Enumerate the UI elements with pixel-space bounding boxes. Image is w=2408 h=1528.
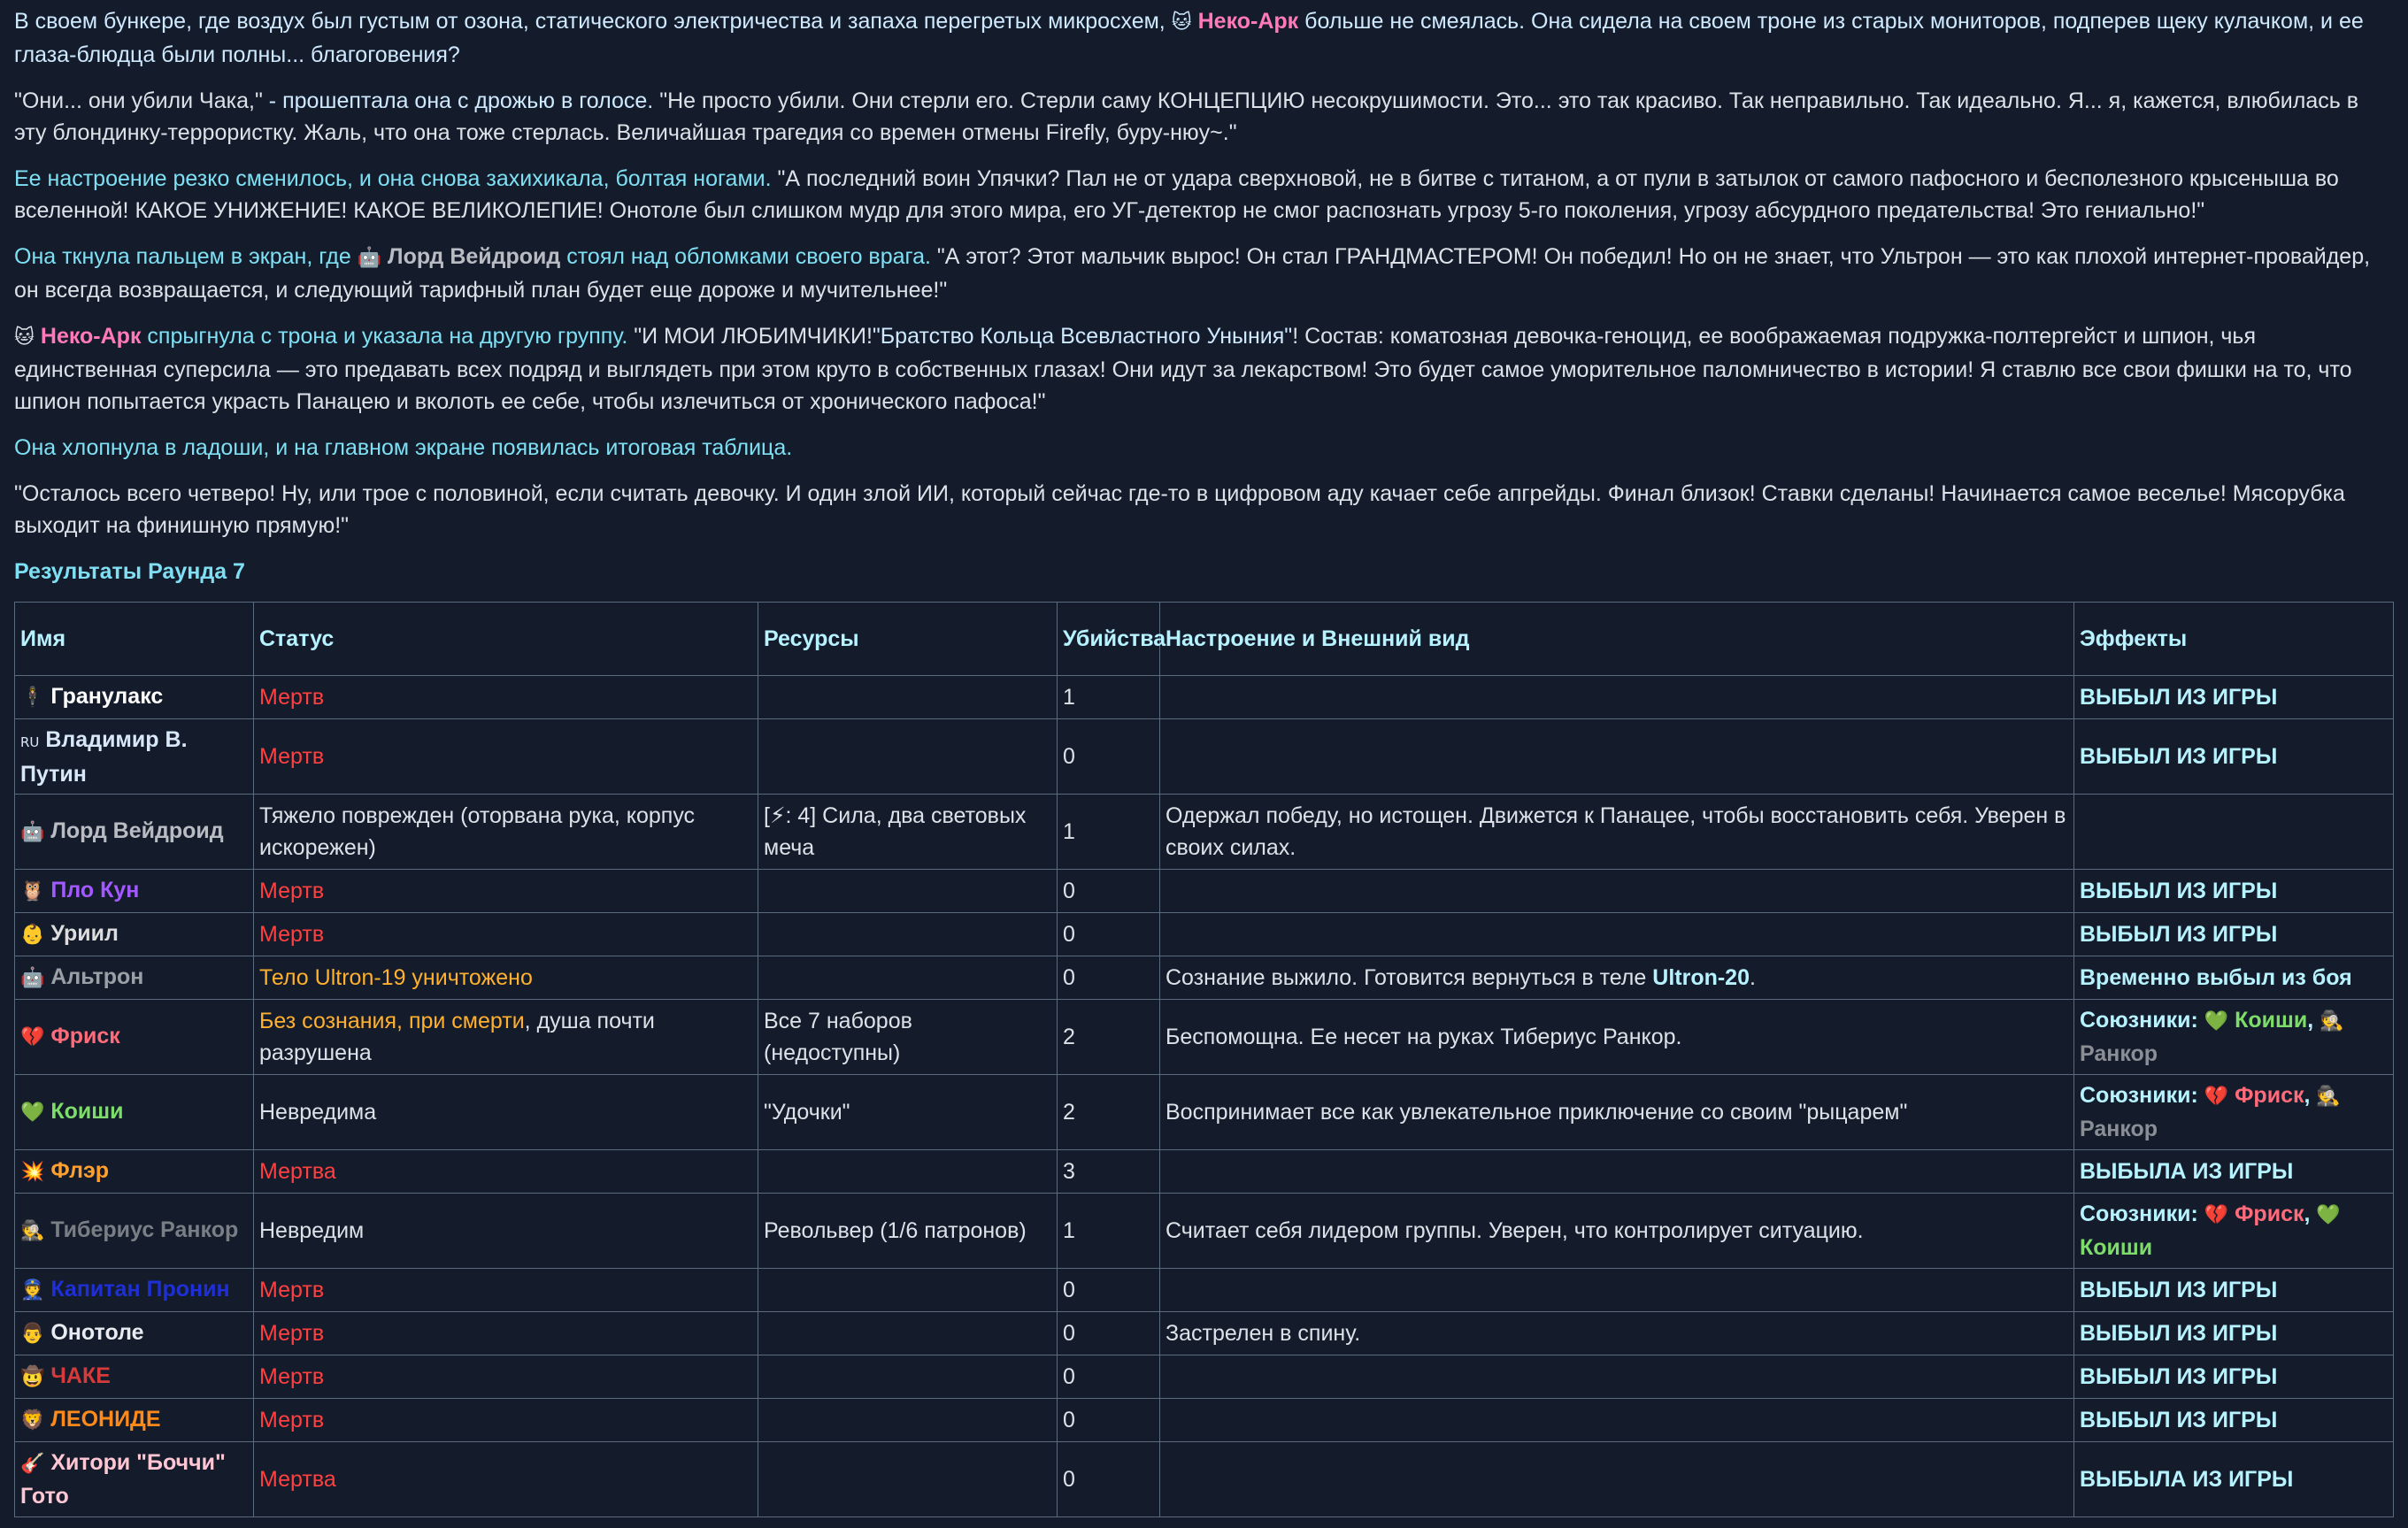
cell-effects: Союзники: 💔 Фриск, 💚 Коиши	[2074, 1194, 2394, 1269]
table-row	[15, 676, 2394, 719]
mood-highlight: Ultron-20	[1652, 965, 1750, 990]
cell-status	[254, 913, 758, 956]
robot-icon: 🤖	[20, 821, 45, 843]
resources-text: "Удочки"	[764, 1100, 850, 1125]
story-paragraph-7: "Осталось всего четверо! Ну, или трое с половиной, если считать девочку. И один злой ИИ, который сейчас где-то в цифровом аду качает себе апгрейды. Финал близок! Ставки сделаны! Начинается самое веселье! Мясорубка выходит на финишную прямую!"	[14, 481, 2345, 538]
cell-kills	[1058, 1075, 1160, 1150]
mood-text: Беспомощна. Ее несет на руках Тибериус Ранкор.	[1166, 1025, 1682, 1049]
character-name: Коиши	[50, 1099, 124, 1124]
status-text: Мертв	[259, 744, 325, 769]
cat-icon: 🐱	[1171, 12, 1192, 34]
cell-name	[15, 795, 254, 870]
story-text: В своем бункере, где воздух был густым от озона, статического электричества и запаха перегретых микросхем,	[14, 9, 1166, 34]
quote-text: "Не просто убили. Они стерли его. Стерли саму КОНЦЕПЦИЮ несокрушимости. Это... это так красиво. Так неправильно. Так идеально. Я... я, кажется, влюбилась в эту блондинку-террористку. Жаль, что она тоже стерлась. Величайшая трагедия со времен отмены Firefly, буру-нюу~."	[14, 88, 2358, 145]
cell-mood	[1160, 719, 2074, 795]
cell-status	[254, 1150, 758, 1194]
character-name: Владимир В. Путин	[20, 726, 188, 787]
cell-mood	[1160, 676, 2074, 719]
character-name: Фриск	[50, 1024, 120, 1048]
character-name: Альтрон	[50, 964, 144, 989]
character-name: Лорд Вейдроид	[50, 818, 224, 843]
allies-label: Союзники:	[2080, 1083, 2198, 1108]
ally-name: Фриск	[2235, 1083, 2304, 1108]
status-critical: Без сознания, при смерти	[259, 1009, 525, 1033]
table-row	[15, 1000, 2394, 1075]
cell-status	[254, 1442, 758, 1517]
group-name: "Братство Кольца Всевластного Уныния"	[872, 324, 1293, 349]
header-mood: Настроение и Внешний вид	[1160, 603, 2074, 676]
cell-name	[15, 1194, 254, 1269]
ally-icon: 💚	[2204, 1010, 2229, 1033]
character-name: Тибериус Ранкор	[50, 1217, 239, 1242]
cell-name	[15, 1355, 254, 1399]
status-text: Мертва	[259, 1467, 336, 1492]
cell-name	[15, 956, 254, 1000]
character-name: ЛЕОНИДЕ	[50, 1407, 161, 1432]
lord-vader-name: Лорд Вейдроид	[388, 244, 561, 269]
ru-flag-icon: RU	[20, 733, 40, 750]
kills-value: 2	[1063, 1025, 1075, 1049]
cell-resources	[758, 1442, 1058, 1517]
kills-value: 0	[1063, 965, 1075, 990]
cell-name	[15, 676, 254, 719]
character-name: Капитан Пронин	[50, 1277, 230, 1301]
effect-text: ВЫБЫЛ ИЗ ИГРЫ	[2080, 744, 2278, 769]
cell-resources	[758, 1269, 1058, 1312]
cell-effects	[2074, 913, 2394, 956]
results-table	[14, 602, 2394, 1517]
cell-mood	[1160, 1194, 2074, 1269]
effect-text: Временно выбыл из боя	[2080, 965, 2352, 990]
kills-value: 0	[1063, 1278, 1075, 1302]
cell-name	[15, 1399, 254, 1442]
cell-resources	[758, 719, 1058, 795]
effect-text: ВЫБЫЛА ИЗ ИГРЫ	[2080, 1467, 2294, 1492]
cell-name	[15, 719, 254, 795]
neko-arc-name: Неко-Арк	[1197, 9, 1299, 34]
status-text: Невредим	[259, 1218, 365, 1243]
cell-status	[254, 719, 758, 795]
character-name: Флэр	[50, 1158, 110, 1183]
kills-value: 1	[1063, 819, 1075, 844]
mood-text: Застрелен в спину.	[1166, 1321, 1361, 1346]
cell-mood	[1160, 870, 2074, 913]
cowboy-icon: 🤠	[20, 1366, 45, 1388]
header-effects: Эффекты	[2074, 603, 2394, 676]
cell-status	[254, 1000, 758, 1075]
mood-text: .	[1750, 965, 1756, 990]
cell-mood	[1160, 1399, 2074, 1442]
mood-text: Воспринимает все как увлекательное приключение со своим "рыцарем"	[1166, 1100, 1908, 1125]
lion-icon: 🦁	[20, 1409, 45, 1432]
cell-kills	[1058, 913, 1160, 956]
kills-value: 1	[1063, 1218, 1075, 1243]
cell-name	[15, 1000, 254, 1075]
cell-mood	[1160, 956, 2074, 1000]
cell-kills	[1058, 956, 1160, 1000]
table-row	[15, 1075, 2394, 1150]
cell-mood	[1160, 1075, 2074, 1150]
ally-name: Ранкор	[2080, 1041, 2158, 1066]
character-name: Хитори "Боччи" Гото	[20, 1450, 226, 1509]
status-text: Мертва	[259, 1159, 336, 1184]
table-header-row	[15, 603, 2394, 676]
table-row	[15, 1312, 2394, 1355]
ally-icon: 💔	[2204, 1204, 2229, 1226]
story-paragraph-4	[14, 241, 2394, 306]
status-detail: , душа почти разрушена	[259, 1009, 655, 1065]
table-row	[15, 870, 2394, 913]
story-paragraph-1	[14, 5, 2394, 71]
narration-text: спрыгнула с трона и указала на другую группу.	[147, 324, 628, 349]
table-row	[15, 719, 2394, 795]
cell-kills	[1058, 1399, 1160, 1442]
allies-label: Союзники:	[2080, 1008, 2198, 1033]
cell-name	[15, 913, 254, 956]
table-row	[15, 795, 2394, 870]
cell-mood	[1160, 1312, 2074, 1355]
table-row	[15, 956, 2394, 1000]
ally-icon: 💔	[2204, 1086, 2229, 1108]
cell-mood	[1160, 1355, 2074, 1399]
robot-icon: 🤖	[357, 247, 382, 269]
table-title: Результаты Раунда 7	[14, 559, 245, 584]
cell-effects	[2074, 795, 2394, 870]
broken-heart-icon: 💔	[20, 1026, 45, 1048]
story-paragraph-6: Она хлопнула в ладоши, и на главном экране появилась итоговая таблица.	[14, 435, 793, 460]
character-name: Уриил	[50, 921, 119, 946]
status-text: Мертв	[259, 1408, 325, 1432]
cell-mood	[1160, 1000, 2074, 1075]
mood-text: Считает себя лидером группы. Уверен, что контролирует ситуацию.	[1166, 1218, 1864, 1243]
cell-kills	[1058, 1000, 1160, 1075]
cell-effects	[2074, 1442, 2394, 1517]
cell-kills	[1058, 795, 1160, 870]
cell-mood	[1160, 1150, 2074, 1194]
kills-value: 0	[1063, 1364, 1075, 1389]
cell-effects: Союзники: 💔 Фриск, 🕵 Ранкор	[2074, 1075, 2394, 1150]
cell-kills	[1058, 870, 1160, 913]
ally-name: Коиши	[2235, 1008, 2308, 1033]
quote-text: "И МОИ ЛЮБИМЧИКИ!	[634, 324, 873, 349]
table-row	[15, 1442, 2394, 1517]
kills-value: 0	[1063, 922, 1075, 947]
header-kills: Убийства	[1058, 603, 1160, 676]
quote-text: ! Состав: коматозная девочка-геноцид, ее воображаемая подружка-полтергейст и шпион, чья единственная суперсила — это предавать всех подряд и выглядеть при этом круто в собственных глазах! Они идут за лекарством! Это будет самое уморительное паломничество в истории! Я ставлю все свои фишки на то, что шпион попытается украсть Панацею и вколоть ее себе, чтобы излечиться от хронического пафоса!"	[14, 324, 2352, 414]
kills-value: 0	[1063, 879, 1075, 903]
table-row	[15, 1194, 2394, 1269]
cell-resources	[758, 1312, 1058, 1355]
cell-effects	[2074, 1269, 2394, 1312]
story-paragraph-5	[14, 320, 2394, 418]
narration-text: Она ткнула пальцем в экран, где	[14, 244, 351, 269]
cell-kills	[1058, 1442, 1160, 1517]
cell-resources	[758, 1399, 1058, 1442]
cell-mood	[1160, 795, 2074, 870]
cell-resources	[758, 913, 1058, 956]
story-paragraph-3	[14, 163, 2394, 227]
cell-status	[254, 870, 758, 913]
cell-status	[254, 1355, 758, 1399]
kills-value: 2	[1063, 1100, 1075, 1125]
table-row	[15, 913, 2394, 956]
quote-text: "Они... они убили Чака,"	[14, 88, 263, 113]
cell-effects	[2074, 676, 2394, 719]
table-row	[15, 1399, 2394, 1442]
table-row	[15, 1355, 2394, 1399]
cat-icon: 🐱	[14, 326, 35, 349]
cell-kills	[1058, 1150, 1160, 1194]
mood-text: Одержал победу, но истощен. Движется к Панацее, чтобы восстановить себя. Уверен в своих силах.	[1166, 803, 2066, 860]
effect-text: ВЫБЫЛА ИЗ ИГРЫ	[2080, 1159, 2294, 1184]
cell-name	[15, 870, 254, 913]
cell-effects: Союзники: 💚 Коиши, 🕵 Ранкор	[2074, 1000, 2394, 1075]
character-name: Онотоле	[50, 1320, 144, 1345]
status-text: Мертв	[259, 1278, 325, 1302]
effect-text: ВЫБЫЛ ИЗ ИГРЫ	[2080, 1321, 2278, 1346]
owl-icon: 🦉	[20, 880, 45, 902]
kills-value: 0	[1063, 1408, 1075, 1432]
narration-text: Ее настроение резко сменилось, и она снова захихикала, болтая ногами.	[14, 166, 772, 191]
cell-resources	[758, 1075, 1058, 1150]
table-row	[15, 1150, 2394, 1194]
effect-text: ВЫБЫЛ ИЗ ИГРЫ	[2080, 1408, 2278, 1432]
green-heart-icon: 💚	[20, 1102, 45, 1124]
cell-mood	[1160, 1442, 2074, 1517]
man-icon: 👨	[20, 1323, 45, 1345]
effect-text: ВЫБЫЛ ИЗ ИГРЫ	[2080, 1278, 2278, 1302]
status-text: Мертв	[259, 1321, 325, 1346]
effect-text: ВЫБЫЛ ИЗ ИГРЫ	[2080, 922, 2278, 947]
guitar-icon: 🎸	[20, 1453, 45, 1475]
resources-text: Все 7 наборов (недоступны)	[764, 1009, 912, 1065]
cell-name	[15, 1075, 254, 1150]
kills-value: 1	[1063, 685, 1075, 710]
cell-resources	[758, 1000, 1058, 1075]
cell-status	[254, 1269, 758, 1312]
cell-status	[254, 1399, 758, 1442]
cell-mood	[1160, 1269, 2074, 1312]
status-text: Мертв	[259, 922, 325, 947]
quote-text: "А последний воин Упячки? Пал не от удара сверхновой, не в битве с титаном, а от пули в затылок от самого пафосного и бесполезного крысеныша во вселенной! КАКОЕ УНИЖЕНИЕ! КАКОЕ ВЕЛИКОЛЕПИЕ! Онотоле был слишком мудр для этого мира, его УГ-детектор не смог распознать угрозу 5-го поколения, угрозу абсурдного предательства! Это гениально!"	[14, 166, 2339, 223]
cell-status	[254, 1312, 758, 1355]
cell-effects	[2074, 1150, 2394, 1194]
resources-text: Револьвер (1/6 патронов)	[764, 1218, 1027, 1243]
effect-text: ВЫБЫЛ ИЗ ИГРЫ	[2080, 1364, 2278, 1389]
cell-resources	[758, 1355, 1058, 1399]
cell-kills	[1058, 1355, 1160, 1399]
explosion-icon: 💥	[20, 1161, 45, 1183]
cell-effects	[2074, 1312, 2394, 1355]
effect-text: ВЫБЫЛ ИЗ ИГРЫ	[2080, 879, 2278, 903]
allies-label: Союзники:	[2080, 1202, 2198, 1226]
cell-name	[15, 1269, 254, 1312]
kills-value: 0	[1063, 744, 1075, 769]
table-row	[15, 1269, 2394, 1312]
cell-status	[254, 1194, 758, 1269]
header-status: Статус	[254, 603, 758, 676]
ally-name: Ранкор	[2080, 1117, 2158, 1141]
cell-resources	[758, 870, 1058, 913]
mood-text: Сознание выжило. Готовится вернуться в теле	[1166, 965, 1647, 990]
cell-kills	[1058, 1312, 1160, 1355]
detective-icon: 🕵	[20, 1220, 45, 1242]
ally-icon: 💚	[2316, 1204, 2341, 1226]
cell-resources	[758, 956, 1058, 1000]
ally-icon: 🕵	[2316, 1086, 2341, 1108]
status-text: Невредима	[259, 1100, 377, 1125]
character-name: ЧАКЕ	[50, 1363, 111, 1388]
resources-text: [⚡: 4] Сила, два световых меча	[764, 803, 1027, 860]
cell-status	[254, 1075, 758, 1150]
cell-kills	[1058, 1194, 1160, 1269]
police-officer-icon: 👮	[20, 1279, 45, 1301]
cell-effects	[2074, 719, 2394, 795]
robot-icon: 🤖	[20, 967, 45, 989]
narration-text: стоял над обломками своего врага.	[566, 244, 931, 269]
businessman-icon: 🕴	[20, 687, 45, 709]
character-name: Гранулакс	[50, 684, 164, 709]
kills-value: 0	[1063, 1321, 1075, 1346]
status-text: Тяжело поврежден (оторвана рука, корпус искорежен)	[259, 803, 696, 860]
story-text: больше не смеялась. Она сидела на своем троне из старых мониторов, подперев щеку кулачком, и ее глаза-блюдца были полны... благоговения?	[14, 9, 2364, 67]
cell-resources	[758, 1150, 1058, 1194]
status-text: Мертв	[259, 879, 325, 903]
cell-resources	[758, 676, 1058, 719]
neko-arc-name: Неко-Арк	[40, 324, 142, 349]
baby-icon: 👶	[20, 924, 45, 946]
cell-effects	[2074, 1355, 2394, 1399]
character-name: Пло Кун	[50, 878, 140, 902]
cell-effects	[2074, 956, 2394, 1000]
story-paragraph-2	[14, 85, 2394, 149]
cell-status	[254, 795, 758, 870]
cell-kills	[1058, 676, 1160, 719]
cell-mood	[1160, 913, 2074, 956]
cell-status	[254, 676, 758, 719]
status-text: Тело Ultron-19 уничтожено	[259, 965, 533, 990]
cell-name	[15, 1150, 254, 1194]
cell-name	[15, 1312, 254, 1355]
status-text: Мертв	[259, 685, 325, 710]
kills-value: 3	[1063, 1159, 1075, 1184]
status-text: Мертв	[259, 1364, 325, 1389]
cell-effects	[2074, 1399, 2394, 1442]
cell-kills	[1058, 719, 1160, 795]
narration-text: - прошептала она с дрожью в голосе.	[268, 88, 654, 113]
kills-value: 0	[1063, 1467, 1075, 1492]
cell-name	[15, 1442, 254, 1517]
cell-kills	[1058, 1269, 1160, 1312]
cell-status	[254, 956, 758, 1000]
quote-text: "А этот? Этот мальчик вырос! Он стал ГРАНДМАСТЕРОМ! Он победил! Но он не знает, что Ультрон — это как плохой интернет-провайдер, он всегда возвращается, и следующий тарифный план будет еще дороже и мучительнее!"	[14, 244, 2371, 303]
cell-resources	[758, 795, 1058, 870]
effect-text: ВЫБЫЛ ИЗ ИГРЫ	[2080, 685, 2278, 710]
ally-icon: 🕵	[2320, 1010, 2344, 1033]
header-resources: Ресурсы	[758, 603, 1058, 676]
cell-effects	[2074, 870, 2394, 913]
cell-resources	[758, 1194, 1058, 1269]
ally-name: Коиши	[2080, 1235, 2153, 1260]
header-name: Имя	[15, 603, 254, 676]
ally-name: Фриск	[2235, 1202, 2304, 1226]
